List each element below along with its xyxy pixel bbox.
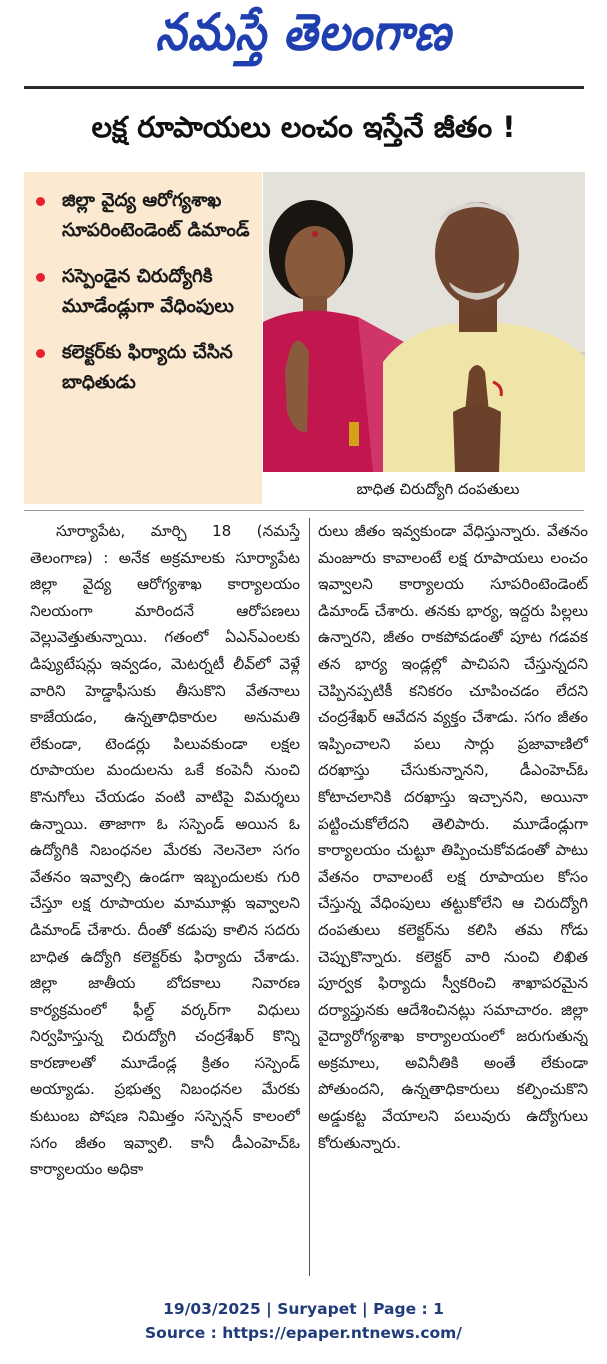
couple-photo [263,172,585,472]
photo-caption: బాధిత చిరుద్యోగి దంపతులు [356,480,520,498]
article-paragraph: సూర్యాపేట, మార్చి 18 (నమస్తే తెలంగాణ) : అనేక అక్రమాలకు సూర్యాపేట జిల్లా వైద్య ఆరోగ్యశాఖ కార్యాలయం నిలయంగా మారిందనే ఆరోపణలు వెల్లువెత్తుతున్నాయి. గతంలో ఏఎన్‌ఎంలకు డిప్యుటేషన్లు ఇవ్వడం, మెటర్నటీ లీవ్‌లో వెళ్లే వారిని హెడ్డాఫీసుకు తీసుకొని వేతనాలు కాజేయడం, ఉన్నతాధికారుల అనుమతి లేకుండా, టెండర్లు పిలువకుండా లక్షల రూపాయల మందులను ఒకే కంపెనీ నుంచి కొనుగోలు చేయడం వంటి వాటిపై విమర్శలు ఉన్నాయి. తాజాగా ఓ సస్పెండ్ అయిన ఓ ఉద్యోగికి నిబంధనల మేరకు నెలనెలా సగం వేతనం ఇవ్వాల్సి ఉండగా ఇబ్బందులకు గురి చేస్తూ లక్ష రూపాయల మామూళ్లు ఇవ్వాలని డిమాండ్ చేశారు. దీంతో కడుపు కాలిన సదరు బాధిత ఉద్యోగి కలెక్టర్‌కు ఫిర్యాదు చేశాడు. జిల్లా జాతీయ బోదకాలు నివారణ కార్యక్రమంలో ఫీల్డ్ వర్కర్‌గా విధులు నిర్వహిస్తున్న చిరుద్యోగి చంద్రశేఖర్ కొన్ని కారణాలతో మూడేండ్ల క్రితం సస్పెండ్ అయ్యాడు. ప్రభుత్వ నిబంధనల మేరకు కుటుంబ పోషణ నిమిత్తం సస్పెన్షన్ కాలంలో సగం జీతం ఇవ్వాలి. కానీ డీఎంహెచ్‌ఓ కార్యాలయం అధికా [30,522,300,1179]
body-rule [24,510,584,511]
footer-source: Source : https://epaper.ntnews.com/ [145,1324,462,1342]
couple-photo-illustration [263,172,585,472]
highlight-item [24,338,262,398]
bullet-dot-icon [36,197,45,206]
column-divider [309,518,310,1276]
article-headline: లక్ష రూపాయలు లంచం ఇస్తేనే జీతం ! [91,110,516,144]
header-rule [24,86,584,89]
bullet-dot-icon [36,273,45,282]
highlight-item [24,262,262,322]
bullet-dot-icon [36,349,45,358]
article-column-left [30,518,300,1278]
highlight-text: కలెక్టర్‌కు ఫిర్యాదు చేసిన బాధితుడు [62,342,233,393]
highlight-item [24,186,262,246]
masthead-title: నమస్తే తెలంగాణ [155,3,452,62]
article-column-right [318,518,588,1278]
highlight-text: జిల్లా వైద్య ఆరోగ్యశాఖ సూపరింటెండెంట్ డిమాండ్ [62,190,250,241]
highlights-box [24,172,262,504]
masthead [0,3,607,76]
article-paragraph: రులు జీతం ఇవ్వకుండా వేధిస్తున్నారు. వేతనం మంజూరు కావాలంటే లక్ష రూపాయలు లంచం ఇవ్వాలని కార్యాలయ సూపరింటెండెంట్ డిమాండ్ చేశారు. తనకు భార్య, ఇద్దరు పిల్లలు ఉన్నారని, జీతం రాకపోవడంతో పూట గడవక తన భార్య ఇండ్లల్లో పాచిపని చేస్తున్నదని చెప్పినప్పటికీ కనికరం చూపించడం లేదని చంద్రశేఖర్ ఆవేదన వ్యక్తం చేశాడు. సగం జీతం ఇప్పించాలని పలు సార్లు ప్రజావాణిలో దరఖాస్తు చేసుకున్నానని, డీఎంహెచ్‌ఓ కోటాచలానికి దరఖాస్తు ఇచ్చానని, అయినా పట్టించుకోలేదని తెలిపారు. మూడేండ్లుగా కార్యాలయం చుట్టూ తిప్పించుకోవడంతో పాటు వేతనం రావాలంటే లక్ష రూపాయల కోసం చేస్తున్న వేధింపులు తట్టుకోలేని ఆ చిరుద్యోగి దంపతులు కలెక్టర్‌ను కలిసి తమ గోడు చెప్పుకొన్నారు. కలెక్టర్ వారి నుంచి లిఖిత పూర్వక ఫిర్యాదు స్వీకరించి శాఖాపరమైన దర్యాప్తునకు ఆదేశించినట్లు సమాచారం. జిల్లా వైద్యారోగ్యశాఖ కార్యాలయంలో జరుగుతున్న అక్రమాలు, అవినీతికి అంతే లేకుండా పోతుందని, ఉన్నతాధికారులు కల్పించుకొని అడ్డుకట్ట వేయాలని పలువురు ఉద్యోగులు కోరుతున్నారు. [318,522,588,1152]
highlight-text: సస్పెండైన చిరుద్యోగికి మూడేండ్లుగా వేధింపులు [62,266,234,317]
footer-date-edition: 19/03/2025 | Suryapet | Page : 1 [163,1300,444,1318]
